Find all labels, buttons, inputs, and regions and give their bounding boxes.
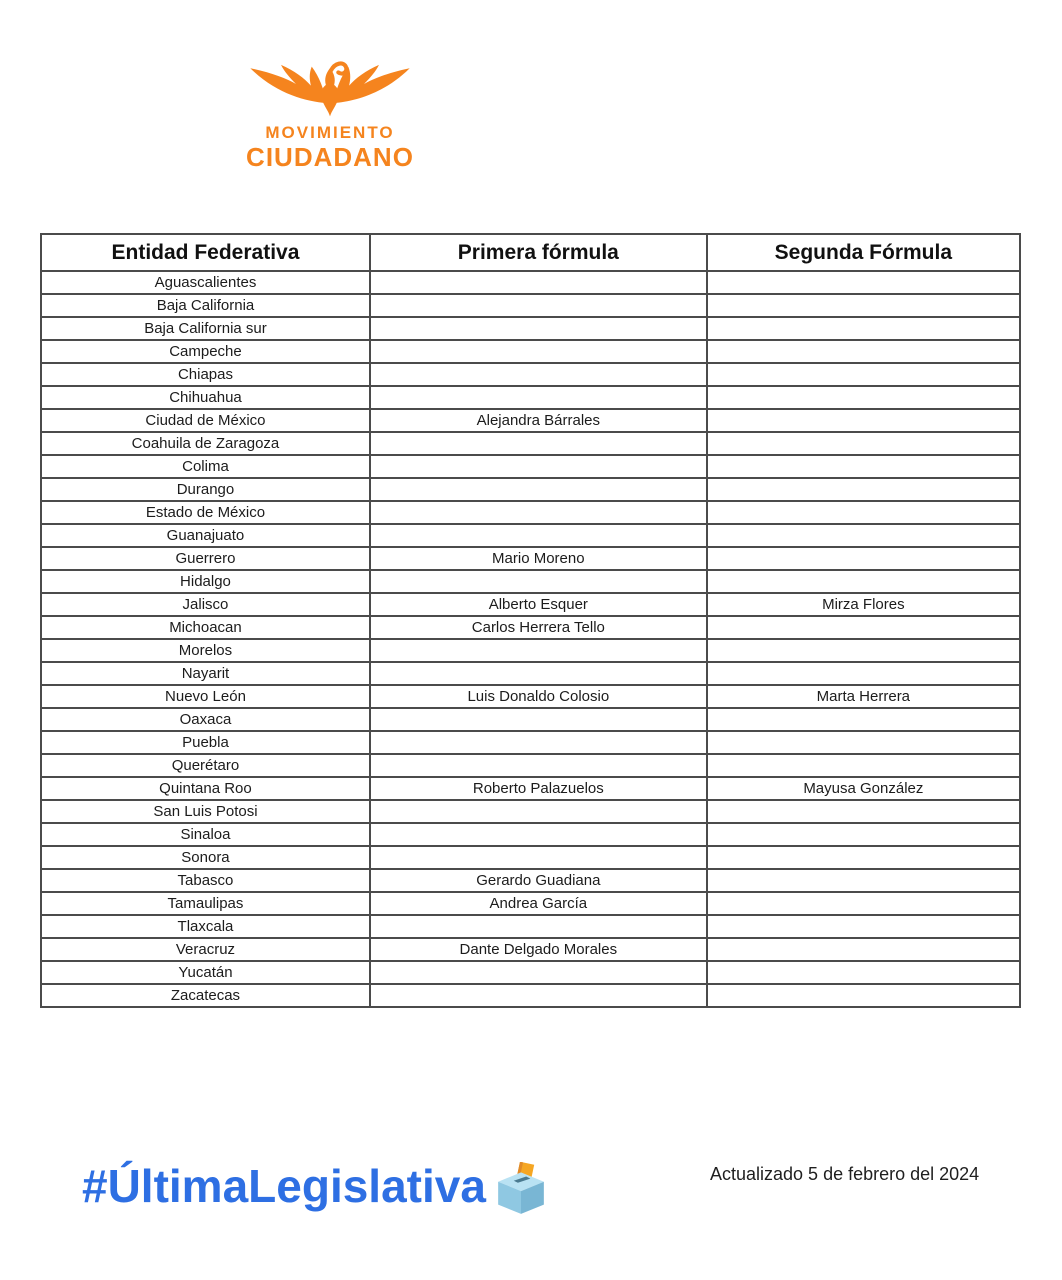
segunda-formula-cell (707, 524, 1020, 547)
table-row (41, 455, 1020, 478)
primera-formula-cell (370, 846, 707, 869)
table-row (41, 593, 1020, 616)
segunda-formula-cell (707, 754, 1020, 777)
segunda-formula-cell (707, 915, 1020, 938)
entidad-cell: Jalisco (41, 593, 370, 616)
entidad-cell: Michoacan (41, 616, 370, 639)
hashtag-text: #ÚltimaLegislativa (82, 1160, 486, 1212)
primera-formula-cell (370, 340, 707, 363)
formulas-table (40, 233, 1021, 1008)
segunda-formula-cell (707, 800, 1020, 823)
logo-text-movimiento: MOVIMIENTO (265, 123, 395, 142)
entidad-cell: Campeche (41, 340, 370, 363)
table-row (41, 777, 1020, 800)
primera-formula-cell (370, 271, 707, 294)
segunda-formula-cell (707, 547, 1020, 570)
primera-formula-cell (370, 501, 707, 524)
table-row (41, 823, 1020, 846)
entidad-cell: Yucatán (41, 961, 370, 984)
hashtag-ultima-legislativa (82, 1156, 548, 1216)
table-row (41, 409, 1020, 432)
entidad-cell: Zacatecas (41, 984, 370, 1007)
primera-formula-cell (370, 363, 707, 386)
segunda-formula-cell (707, 501, 1020, 524)
segunda-formula-cell (707, 455, 1020, 478)
entidad-cell: Querétaro (41, 754, 370, 777)
table-row (41, 363, 1020, 386)
table-row (41, 501, 1020, 524)
table-row (41, 317, 1020, 340)
segunda-formula-cell (707, 386, 1020, 409)
primera-formula-cell (370, 800, 707, 823)
segunda-formula-cell (707, 662, 1020, 685)
entidad-cell: Puebla (41, 731, 370, 754)
segunda-formula-cell (707, 271, 1020, 294)
table-row (41, 616, 1020, 639)
table-header-row (41, 234, 1020, 271)
segunda-formula-cell (707, 478, 1020, 501)
segunda-formula-cell (707, 363, 1020, 386)
primera-formula-cell (370, 294, 707, 317)
entidad-cell: Estado de México (41, 501, 370, 524)
primera-formula-cell: Luis Donaldo Colosio (370, 685, 707, 708)
segunda-formula-cell (707, 294, 1020, 317)
segunda-formula-cell (707, 984, 1020, 1007)
entidad-cell: Baja California sur (41, 317, 370, 340)
entidad-cell: Coahuila de Zaragoza (41, 432, 370, 455)
primera-formula-cell (370, 317, 707, 340)
table-body (41, 271, 1020, 1007)
table-row (41, 386, 1020, 409)
primera-formula-cell (370, 432, 707, 455)
entidad-cell: San Luis Potosi (41, 800, 370, 823)
table-row (41, 478, 1020, 501)
updated-date-text: Actualizado 5 de febrero del 2024 (710, 1164, 980, 1184)
segunda-formula-cell (707, 708, 1020, 731)
primera-formula-cell (370, 984, 707, 1007)
entidad-cell: Baja California (41, 294, 370, 317)
entidad-cell: Hidalgo (41, 570, 370, 593)
table-row (41, 846, 1020, 869)
entidad-cell: Sinaloa (41, 823, 370, 846)
primera-formula-cell (370, 478, 707, 501)
entidad-cell: Nuevo León (41, 685, 370, 708)
header-entidad-federativa: Entidad Federativa (41, 234, 370, 271)
primera-formula-cell: Alberto Esquer (370, 593, 707, 616)
segunda-formula-cell (707, 570, 1020, 593)
table-row (41, 547, 1020, 570)
entidad-cell: Guanajuato (41, 524, 370, 547)
primera-formula-cell (370, 570, 707, 593)
logo-text-ciudadano: CIUDADANO (246, 142, 414, 172)
table-row (41, 432, 1020, 455)
entidad-cell: Chiapas (41, 363, 370, 386)
entidad-cell: Nayarit (41, 662, 370, 685)
primera-formula-cell: Andrea García (370, 892, 707, 915)
entidad-cell: Ciudad de México (41, 409, 370, 432)
table-row (41, 938, 1020, 961)
table-row (41, 961, 1020, 984)
table-row (41, 984, 1020, 1007)
primera-formula-cell (370, 731, 707, 754)
header-primera-formula: Primera fórmula (370, 234, 707, 271)
table-row (41, 869, 1020, 892)
table-row (41, 754, 1020, 777)
primera-formula-cell (370, 662, 707, 685)
entidad-cell: Chihuahua (41, 386, 370, 409)
segunda-formula-cell (707, 616, 1020, 639)
primera-formula-cell (370, 524, 707, 547)
segunda-formula-cell (707, 938, 1020, 961)
primera-formula-cell (370, 386, 707, 409)
entidad-cell: Colima (41, 455, 370, 478)
table-row (41, 662, 1020, 685)
segunda-formula-cell (707, 961, 1020, 984)
entidad-cell: Tamaulipas (41, 892, 370, 915)
header-segunda-formula: Segunda Fórmula (707, 234, 1020, 271)
segunda-formula-cell (707, 823, 1020, 846)
segunda-formula-cell (707, 892, 1020, 915)
segunda-formula-cell: Mayusa González (707, 777, 1020, 800)
segunda-formula-cell (707, 639, 1020, 662)
primera-formula-cell (370, 708, 707, 731)
entidad-cell: Aguascalientes (41, 271, 370, 294)
primera-formula-cell: Carlos Herrera Tello (370, 616, 707, 639)
primera-formula-cell (370, 754, 707, 777)
primera-formula-cell (370, 455, 707, 478)
eagle-icon (235, 58, 425, 120)
primera-formula-cell: Alejandra Bárrales (370, 409, 707, 432)
table-row (41, 708, 1020, 731)
entidad-cell: Durango (41, 478, 370, 501)
primera-formula-cell: Dante Delgado Morales (370, 938, 707, 961)
table-row (41, 570, 1020, 593)
segunda-formula-cell (707, 340, 1020, 363)
table-row (41, 685, 1020, 708)
ballot-box-icon (494, 1156, 548, 1216)
table-row (41, 639, 1020, 662)
table-row (41, 892, 1020, 915)
table-row (41, 294, 1020, 317)
table-row (41, 915, 1020, 938)
entidad-cell: Oaxaca (41, 708, 370, 731)
entidad-cell: Sonora (41, 846, 370, 869)
table-row (41, 271, 1020, 294)
segunda-formula-cell: Marta Herrera (707, 685, 1020, 708)
table-row (41, 800, 1020, 823)
primera-formula-cell (370, 823, 707, 846)
segunda-formula-cell: Mirza Flores (707, 593, 1020, 616)
primera-formula-cell: Mario Moreno (370, 547, 707, 570)
entidad-cell: Veracruz (41, 938, 370, 961)
entidad-cell: Quintana Roo (41, 777, 370, 800)
segunda-formula-cell (707, 846, 1020, 869)
movimiento-ciudadano-logo (235, 58, 425, 173)
primera-formula-cell: Gerardo Guadiana (370, 869, 707, 892)
entidad-cell: Tlaxcala (41, 915, 370, 938)
primera-formula-cell: Roberto Palazuelos (370, 777, 707, 800)
table-row (41, 524, 1020, 547)
segunda-formula-cell (707, 869, 1020, 892)
primera-formula-cell (370, 915, 707, 938)
entidad-cell: Tabasco (41, 869, 370, 892)
primera-formula-cell (370, 639, 707, 662)
primera-formula-cell (370, 961, 707, 984)
entidad-cell: Morelos (41, 639, 370, 662)
segunda-formula-cell (707, 731, 1020, 754)
table-row (41, 731, 1020, 754)
segunda-formula-cell (707, 317, 1020, 340)
entidad-cell: Guerrero (41, 547, 370, 570)
segunda-formula-cell (707, 409, 1020, 432)
table-row (41, 340, 1020, 363)
segunda-formula-cell (707, 432, 1020, 455)
